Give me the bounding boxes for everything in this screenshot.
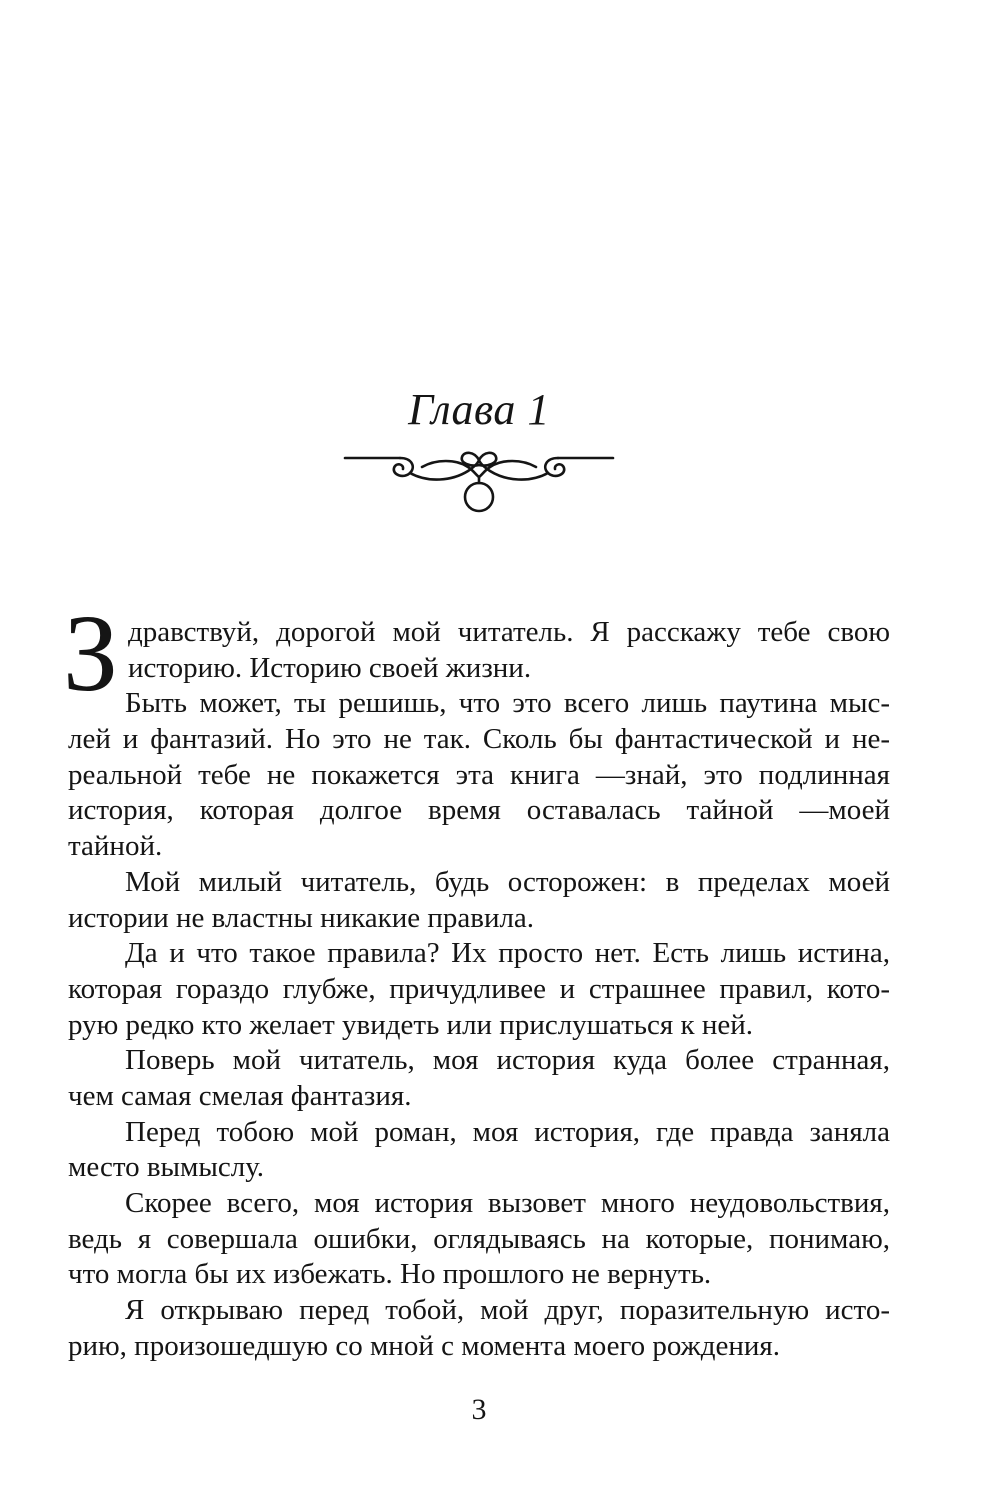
text-line: рию, произошедшую со мной с момента моего рождения.	[68, 1329, 780, 1362]
text-line: дравствуй, дорогой мой читатель. Я расскажу тебе свою	[128, 616, 890, 648]
text-line: тайной.	[68, 830, 163, 863]
text-line: история, которая долгое время оставалась тайной —моей	[68, 794, 890, 827]
ornament-circle	[465, 483, 493, 511]
chapter-body	[63, 592, 890, 1364]
text-line: реальной тебе не покажется эта книга —знай, это подлинная	[68, 758, 890, 791]
text-line: Да и что такое правила? Их просто нет. Есть лишь истина,	[125, 937, 890, 970]
paragraph	[68, 1043, 890, 1114]
text-line: Быть может, ты решишь, что это всего лишь паутина мыс-	[125, 687, 890, 720]
text-line: Перед тобою мой роман, моя история, где правда заняла	[125, 1115, 890, 1148]
text-line: историю. Историю своей жизни.	[128, 651, 532, 684]
ornament-left-half	[345, 453, 479, 480]
text-line: ведь я совершала ошибки, оглядываясь на которые, понимаю,	[68, 1222, 890, 1255]
text-line: Скорее всего, моя история вызовет много неудовольствия,	[125, 1187, 890, 1219]
page-number: 3	[471, 1393, 487, 1426]
ornament-right-half	[479, 453, 613, 480]
text-line: Я открываю перед тобой, мой друг, поразительную исто-	[125, 1294, 890, 1327]
paragraph	[68, 1293, 890, 1364]
text-line: истории не властны никакие правила.	[68, 901, 535, 934]
flourish-divider-icon	[340, 445, 618, 517]
text-line: место вымыслу.	[68, 1151, 265, 1184]
paragraph	[68, 1186, 890, 1293]
chapter-title: Глава 1	[408, 385, 550, 434]
paragraph	[68, 615, 890, 686]
text-line: Мой милый читатель, будь осторожен: в пределах моей	[125, 865, 890, 898]
text-line: лей и фантазий. Но это не так. Сколь бы фантастической и не-	[68, 723, 890, 756]
text-line: Поверь мой читатель, моя история куда более странная,	[125, 1044, 890, 1077]
text-line: которая гораздо глубже, причудливее и страшнее правил, кото-	[68, 972, 890, 1005]
text-line: чем самая смелая фантазия.	[68, 1079, 412, 1112]
paragraph	[68, 865, 890, 936]
text-line: что могла бы их избежать. Но прошлого не вернуть.	[68, 1258, 712, 1291]
text-line: рую редко кто желает увидеть или прислушаться к ней.	[68, 1008, 753, 1041]
drop-cap: З	[63, 592, 119, 714]
paragraph	[68, 936, 890, 1043]
paragraph	[68, 686, 890, 864]
paragraph	[68, 1115, 890, 1186]
